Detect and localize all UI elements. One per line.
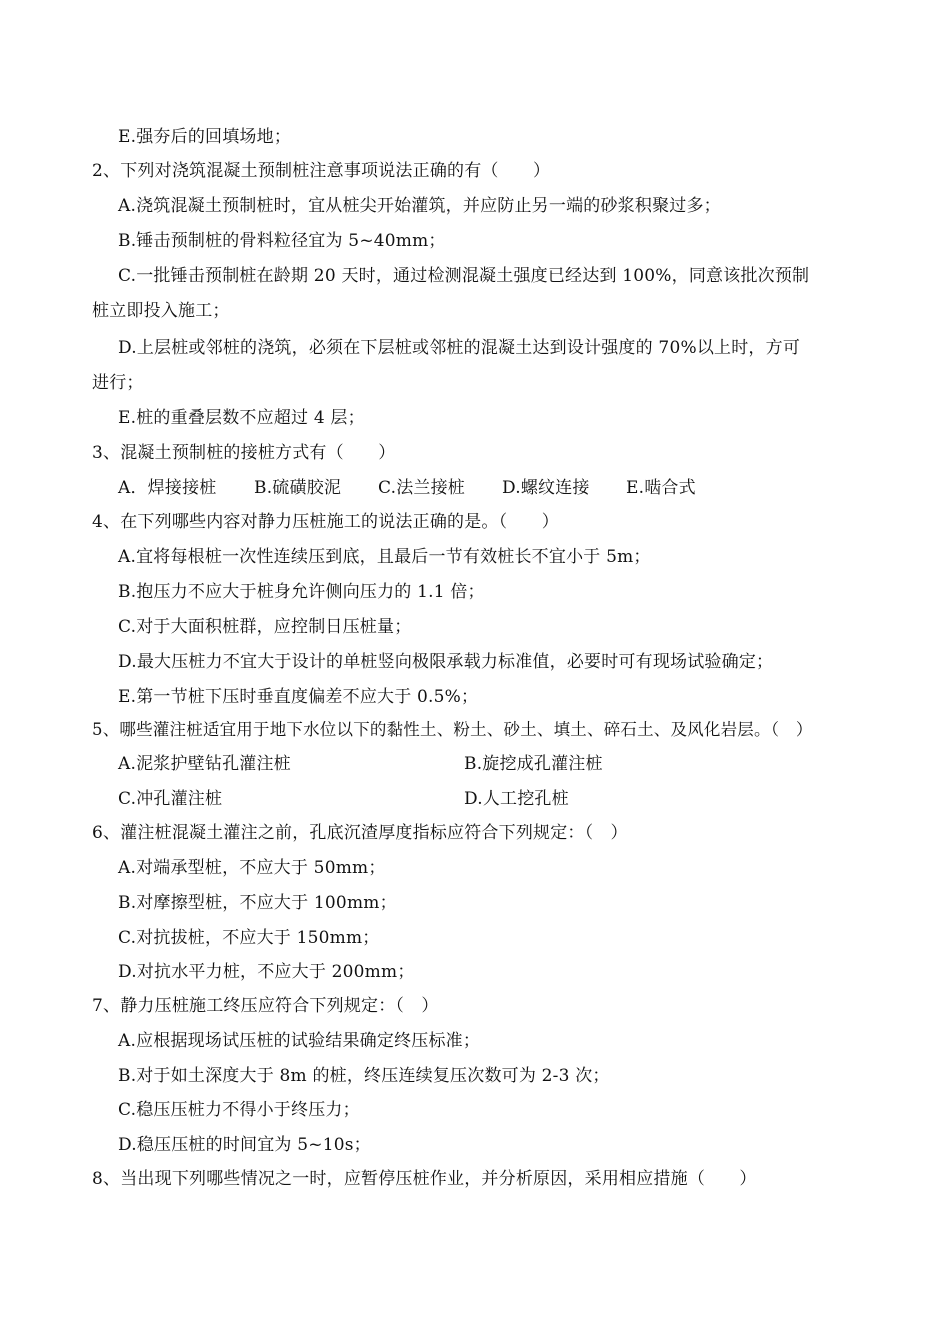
question-4: 4、在下列哪些内容对静力压桩施工的说法正确的是。（ ） [92,512,559,532]
option-b-q5: B.旋挖成孔灌注桩 [464,754,603,774]
option-a-q6: A.对端承型桩，不应大于 50mm； [118,858,386,878]
question-8: 8、当出现下列哪些情况之一时，应暂停压桩作业，并分析原因，采用相应措施（ ） [92,1169,757,1189]
option-e-q2: E.桩的重叠层数不应超过 4 层； [118,408,365,428]
option-a-q5: A.泥浆护壁钻孔灌注桩 [118,754,291,774]
option-d-q3: D.螺纹连接 [502,478,590,498]
option-c-q2-line2: 桩立即投入施工； [92,301,230,321]
option-d-q2-line2: 进行； [92,373,144,393]
option-d-q4: D.最大压桩力不宜大于设计的单桩竖向极限承载力标准值，必要时可有现场试验确定； [118,652,774,672]
question-2: 2、下列对浇筑混凝土预制桩注意事项说法正确的有（ ） [92,161,551,181]
option-e-q3: E.啮合式 [626,478,696,498]
option-d-q2-line1: D.上层桩或邻桩的浇筑，必须在下层桩或邻桩的混凝土达到设计强度的 70%以上时，方可 [118,338,801,358]
option-e-q1: E.强夯后的回填场地； [118,127,292,147]
option-c-q4: C.对于大面积桩群，应控制日压桩量； [118,617,412,637]
option-b-q2: B.锤击预制桩的骨料粒径宜为 5~40mm； [118,231,446,251]
option-a-q2: A.浇筑混凝土预制桩时，宜从桩尖开始灌筑，并应防止另一端的砂浆积聚过多； [118,196,721,216]
option-e-q4: E.第一节桩下压时垂直度偏差不应大于 0.5%； [118,687,479,707]
option-b-q4: B.抱压力不应大于桩身允许侧向压力的 1.1 倍； [118,582,485,602]
option-c-q2-line1: C.一批锤击预制桩在龄期 20 天时，通过检测混凝土强度已经达到 100%，同意该批次预制 [118,266,810,286]
option-c-q5: C.冲孔灌注桩 [118,789,223,809]
question-3: 3、混凝土预制桩的接桩方式有（ ） [92,443,396,463]
option-b-q7: B.对于如土深度大于 8m 的桩，终压连续复压次数可为 2-3 次； [118,1066,610,1086]
option-d-q6: D.对抗水平力桩，不应大于 200mm； [118,962,415,982]
option-d-q5: D.人工挖孔桩 [464,789,569,809]
option-a-q4: A.宜将每根桩一次性连续压到底，且最后一节有效桩长不宜小于 5m； [118,547,651,567]
option-b-q6: B.对摩擦型桩，不应大于 100mm； [118,893,397,913]
question-7: 7、静力压桩施工终压应符合下列规定：（ ） [92,996,439,1016]
option-c-q3: C.法兰接桩 [378,478,466,498]
question-6: 6、灌注桩混凝土灌注之前，孔底沉渣厚度指标应符合下列规定：（ ） [92,823,628,843]
option-c-q7: C.稳压压桩力不得小于终压力； [118,1100,360,1120]
option-d-q7: D.稳压压桩的时间宜为 5~10s； [118,1135,371,1155]
option-b-q3: B.硫磺胶泥 [254,478,342,498]
option-a-q7: A.应根据现场试压桩的试验结果确定终压标准； [118,1031,481,1051]
option-c-q6: C.对抗拔桩，不应大于 150mm； [118,928,380,948]
option-a-q3: A．焊接接桩 [118,478,217,498]
question-5: 5、哪些灌注桩适宜用于地下水位以下的黏性土、粉土、砂土、填土、碎石土、及风化岩层。（ ） [92,720,813,739]
